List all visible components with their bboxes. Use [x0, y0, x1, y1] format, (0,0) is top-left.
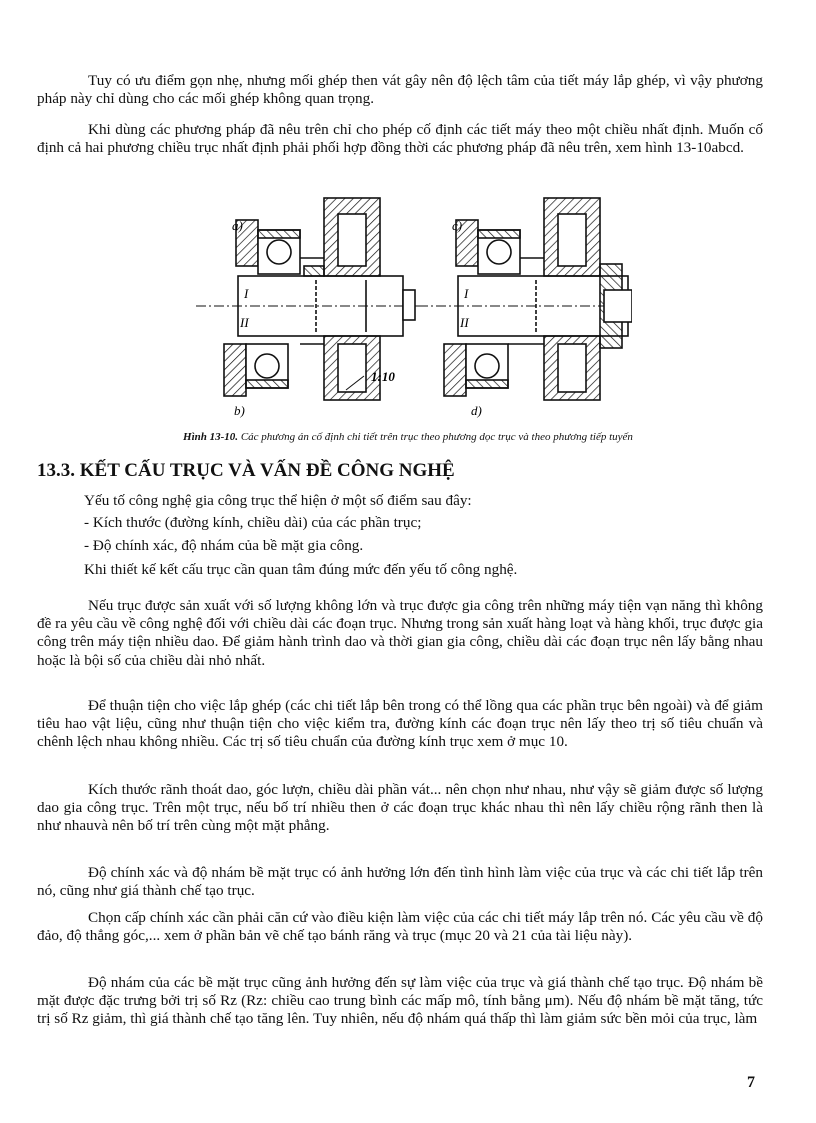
label-taper: 1:10	[371, 369, 395, 384]
bullet-dimensions: - Kích thước (đường kính, chiều dài) của các phần trục;	[84, 514, 422, 531]
section-note: Khi thiết kế kết cấu trục cần quan tâm đúng mức đến yếu tố công nghệ.	[84, 561, 518, 578]
label-b: b)	[234, 403, 245, 418]
paragraph-roughness: Độ nhám của các bề mặt trục cũng ảnh hưởng đến sự làm việc của trục và giá thành chế tạo trục. Độ nhám bề mặt được đặc trưng bởi trị số Rz (Rz: chiều cao trung bình các mấp mô, tính bằng μm). Nếu độ nhám bề mặt tăng, tức trị số Rz giảm, thì giá thành chế tạo tăng lên. Tuy nhiên, nếu độ nhám quá thấp thì làm giảm sức bền mỏi của trục, làm	[37, 974, 763, 1028]
caption-number: Hình 13-10.	[183, 431, 239, 443]
label-a: a)	[232, 218, 243, 233]
section-intro: Yếu tố công nghệ gia công trục thể hiện ở một số điểm sau đây:	[84, 492, 472, 509]
page-number: 7	[747, 1074, 755, 1091]
paragraph-precision: Độ chính xác và độ nhám bề mặt trục có ảnh hưởng lớn đến tình hình làm việc của trục và các chi tiết lắp trên nó, cũng như giá thành chế tạo trục.	[37, 864, 763, 900]
label-I-left: I	[244, 286, 249, 301]
paragraph-diameter: Để thuận tiện cho việc lắp ghép (các chi tiết lắp bên trong có thể lồng qua các phần trục bên ngoài) và để giảm tiêu hao vật liệu, cũng như thuận tiện cho việc kiểm tra, đường kính các đoạn trục nên lấy theo trị số tiêu chuẩn và chênh lệch nhau không nhiều. Các trị số tiêu chuẩn của đường kính trục xem ở mục 10.	[37, 697, 763, 751]
paragraph-grade: Chọn cấp chính xác cần phải căn cứ vào điều kiện làm việc của các chi tiết máy lắp trên nó. Các yêu cầu về độ đảo, độ thẳng góc,... xem ở phần bản vẽ chế tạo bánh răng và trục (mục 20 và 21 của tài liệu này).	[37, 909, 763, 945]
bullet-precision: - Độ chính xác, độ nhám của bề mặt gia công.	[84, 537, 364, 554]
paragraph-groove: Kích thước rãnh thoát dao, góc lượn, chiều dài phần vát... nên chọn như nhau, như vậy sẽ giảm được số lượng dao gia công trục. Trên một trục, nếu bố trí nhiều then ở các đoạn trục khác nhau thì nên lấy chiều rộng rãnh then là như nhauvà nên bố trí trên cùng một mặt phẳng.	[37, 781, 763, 835]
label-c: c)	[452, 218, 463, 233]
figure-caption	[0, 431, 816, 443]
label-II-left: II	[240, 315, 249, 330]
section-heading: 13.3. KẾT CẤU TRỤC VÀ VẤN ĐỀ CÔNG NGHỆ	[37, 460, 455, 481]
caption-text: Các phương án cố định chi tiết trên trục theo phương dọc trục và theo phương tiếp tuyến	[240, 431, 633, 443]
paragraph-length: Nếu trục được sản xuất với số lượng không lớn và trục được gia công trên những máy tiện vạn năng thì không đề ra yêu cầu về công nghệ đối với chiều dài các đoạn trục. Nhưng trong sản xuất hàng loạt và hàng khối, trục được gia công trên máy tiện nhiều dao. Để giảm hành trình dao và thời gian gia công, chiều dài các đoạn trục nên lấy bằng nhau hoặc là bội số của chiều dài nhỏ nhất.	[37, 597, 763, 669]
label-I-right: I	[464, 286, 469, 301]
paragraph-combine-methods: Khi dùng các phương pháp đã nêu trên chỉ cho phép cố định các tiết máy theo một chiều nhất định. Muốn cố định cả hai phương chiều trục nhất định phải phối hợp đồng thời các phương pháp đã nêu trên, xem hình 13-10abcd.	[37, 121, 763, 157]
paragraph-ecc-key: Tuy có ưu điểm gọn nhẹ, nhưng mối ghép then vát gây nên độ lệch tâm của tiết máy lắp ghép, vì vậy phương pháp này chỉ dùng cho các mối ghép không quan trọng.	[37, 72, 763, 108]
figure-13-10	[196, 194, 632, 422]
label-II-right: II	[460, 315, 469, 330]
assembly-cd	[418, 198, 632, 400]
label-d: d)	[471, 403, 482, 418]
